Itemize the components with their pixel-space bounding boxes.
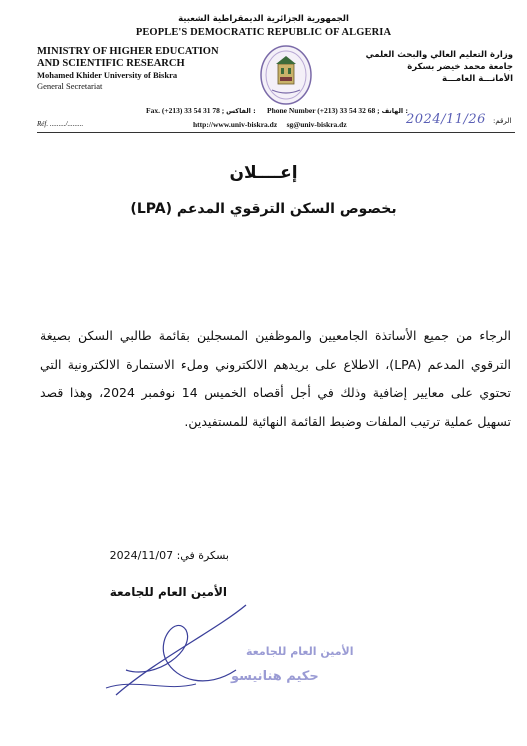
website-link: http://www.univ-biskra.dz	[193, 120, 278, 129]
phone-label-arabic: الهاتف :	[381, 107, 409, 115]
fax-number: Fax. (+213) 33 54 31 78 ;	[146, 106, 225, 115]
announcement-subtitle: بخصوص السكن الترقوي المدعم (LPA)	[130, 201, 397, 217]
email-address: sg@univ-biskra.dz	[286, 120, 347, 129]
secretariat-name: General Secretariat	[37, 81, 103, 91]
header-right-block	[363, 49, 513, 85]
university-arabic: جامعة محمد خيضر بسكرة	[407, 62, 513, 72]
university-logo	[258, 44, 314, 106]
state-name-english: PEOPLE'S DEMOCRATIC REPUBLIC OF ALGERIA	[135, 27, 392, 38]
header-left-block	[37, 46, 237, 92]
announcement-title: إعــــلان	[229, 163, 298, 183]
state-name-arabic: الجمهورية الجزائرية الديمقراطية الشعبية	[178, 14, 349, 24]
secretariat-arabic: الأمانـــة العامـــة	[442, 74, 513, 84]
stamp-line-2: حكيم هنانيسو	[231, 669, 319, 684]
signatory-title: الأمين العام للجامعة	[109, 585, 227, 599]
place-and-date: بسكرة في: 2024/11/07	[109, 549, 229, 562]
stamp-line-1: الأمين العام للجامعة	[246, 645, 354, 658]
handwritten-date: 2024/11/26	[406, 112, 486, 127]
phone-number: Phone Number (+213) 33 54 32 68 ;	[267, 106, 380, 115]
reference-field: Réf. ........./.........	[37, 120, 84, 128]
web-line	[193, 120, 347, 129]
university-name: Mohamed Khider University of Biskra	[37, 70, 178, 80]
contact-line	[146, 106, 408, 115]
ministry-arabic: وزارة التعليم العالي والبحث العلمي	[365, 50, 513, 60]
number-label: الرقم:	[493, 117, 512, 125]
announcement-body: الرجاء من جميع الأساتذة الجامعيين والموظفين المسجلين بقائمة طالبي السكن بصيغة الترقوي المدعم (LPA)، الاطلاع على بريدهم الالكتروني وملء الاستمارة الالكترونية التي تحتوي على معايير إضافية وذلك في أجل أقصاه الخميس 14 نوفمبر 2024، وهذا قصد تسهيل عملية ترتيب الملفات وضبط القائمة النهائية للمستفيدين.	[40, 328, 512, 429]
fax-label-arabic: الفاكس :	[226, 107, 256, 115]
header-divider	[37, 132, 515, 133]
ministry-line-1: MINISTRY OF HIGHER EDUCATION	[37, 46, 219, 57]
ministry-line-2: AND SCIENTIFIC RESEARCH	[37, 58, 185, 69]
signature-stamp	[96, 600, 354, 710]
